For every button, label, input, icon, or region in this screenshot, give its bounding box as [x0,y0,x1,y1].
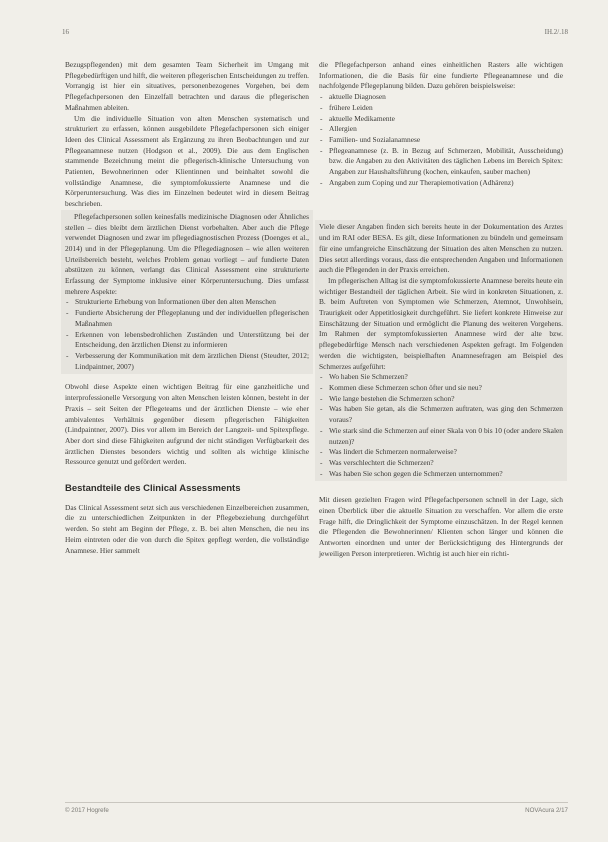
paragraph: Mit diesen gezielten Fragen wird Pflegefachpersonen schnell in der Lage, sich einen Überblick über die aktuelle Situation zu verschaffen. Vor allem die erste Frage hilft, die Dringlichkeit der Symptome einzuschätzen. In der Regel kennen die Pflegenden die Bewohnerinnen/ Klienten schon länger und können die Antworten einordnen und unter der Berücksichtigung des Hintergrunds der jeweiligen Person interpretieren. Wichtig ist auch hier ein richti- [319,495,563,558]
list-item: - Allergien [319,124,563,135]
list-item: - aktuelle Medikamente [319,114,563,125]
list-item: - frühere Leiden [319,103,563,114]
list-item: - Verbesserung der Kommunikation mit dem ärztlichen Dienst (Steudter, 2012; Lindpaintner, 2007) [65,351,309,372]
list-item: - Wie lange bestehen die Schmerzen schon? [319,394,563,405]
list-item: - Pflegeanamnese (z. B. in Bezug auf Schmerzen, Mobilität, Ausscheidung) bzw. die Angaben zu den Aktivitäten des täglichen Lebens im Bereich Spitex: Angaben zur Haushaltsführung (kochen, einkaufen, sauber machen) [319,146,563,178]
list-item: - Wie stark sind die Schmerzen auf einer Skala von 0 bis 10 (oder andere Skalen nutzen)? [319,426,563,447]
list-item: - aktuelle Diagnosen [319,92,563,103]
list-item: - Erkennen von lebensbedrohlichen Zuständen und Unterstützung bei der Entscheidung, den ärztlichen Dienst zu informieren [65,330,309,351]
journal-mark: IH.2/.18 [544,28,568,36]
left-column [65,60,309,556]
paragraph: Um die individuelle Situation von alten Menschen systematisch und strukturiert zu erfassen, können ausgebildete Pflegefachpersonen sich einiger Ideen des Clinical Assessment als Ergänzung zu ihren Beobachtungen und zur Pflegeanamnese nutzen (Hodgson et al., 2009). Die aus dem Englischen stammende Bezeichnung meint die pflegerisch-klinische Untersuchung von Patienten, Bewohnerinnen oder Klientinnen und beinhaltet sowohl die vollständige Anamnese, die symptomfokussierte Anamnese und die Körperuntersuchung. Was dies im Einzelnen bedeutet wird in diesem Beitrag beschrieben. [65,113,309,209]
bullet-list [319,92,563,188]
paragraph: Im pflegerischen Alltag ist die symptomfokussierte Anamnese bereits heute ein wichtiger Bestandteil der täglichen Arbeit. Sie wird in konkreten Situationen, z. B. beim Auftreten von Symptomen wie Schmerzen, Atemnot, Unwohlsein, Traurigkeit oder Appetitlosigkeit durchgeführt. Sie liefert konkrete Hinweise zur Einschätzung der Situation und ermöglicht die Planung des weiteren Vorgehens. Im Rahmen der symptomfokussierten Anamnese wird der alte bzw. pflegebedürftige Mensch nach verschiedenen Aspekten gefragt. Im Folgenden werden die wichtigsten, beispielhaften Anamnesefragen am Beispiel des Schmerzes aufgeführt: [319,275,563,371]
bullet-list [65,297,309,372]
list-item: - Fundierte Absicherung der Pflegeplanung und der individuellen pflegerischen Maßnahmen [65,308,309,329]
paragraph: Pflegefachpersonen sollen keinesfalls medizinische Diagnosen oder Ähnliches stellen – dies bleibt dem ärztlichen Dienst vorbehalten. Aber auch die Pflege verwendet Diagnosen und zwar im pflegediagnostischen Prozess (Doenges et al., 2014) und in der Pflegeplanung. Um die Pflegediagnosen – wie allen weiteren Urteilsbereich besteht, welches Problem genau vorliegt – auf fundierte Daten abstützen zu können, verlangt das Clinical Assessment eine strukturierte Erfassung der Symptome inklusive einer Körperuntersuchung. Dies umfasst mehrere Aspekte: [65,211,309,296]
list-item: - Familien- und Sozialanamnese [319,135,563,146]
section-heading: Bestandteile des Clinical Assessments [65,483,241,495]
paragraph: Das Clinical Assessment setzt sich aus verschiedenen Einzelbereichen zusammen, die zu unterschiedlichen Zeitpunkten in der Pflegebeziehung durchgeführt werden. So steht am Beginn der Pflege, z. B. bei alten Menschen, die neu ins Heim eintreten oder die von durch die Spitex gepflegt werden, die vollständige Anamnese. Hier sammelt [65,502,309,555]
list-item: - Was haben Sie schon gegen die Schmerzen unternommen? [319,469,563,480]
paragraph: die Pflegefachperson anhand eines einheitlichen Rasters alle wichtigen Informationen, die die Basis für eine fundierte Pflegeanamnese und die nachfolgende Pflegeplanung bilden. Dazu gehören beispielsweise: [319,60,563,91]
footer-rule [65,802,568,803]
page-number: 16 [62,28,69,36]
list-item: - Strukturierte Erhebung von Informationen über den alten Menschen [65,297,309,308]
highlight-box [315,220,567,481]
list-item: - Was lindert die Schmerzen normalerweise? [319,447,563,458]
right-column [319,60,563,560]
list-item: - Angaben zum Coping und zur Therapiemotivation (Adhärenz) [319,178,563,189]
paragraph: Bezugspflegenden) mit dem gesamten Team Sicherheit im Umgang mit Pflegebedürftigen und hilft, die weiteren pflegerischen Entscheidungen zu treffen. Vorrangig ist hier ein situatives, personenbezogenes Vorgehen, bei dem Pflegefachpersonen den Einzelfall betrachten und daraus die pflegerischen Maßnahmen ableiten. [65,60,309,112]
paragraph: Obwohl diese Aspekte einen wichtigen Beitrag für eine ganzheitliche und interprofessionelle Versorgung von alten Menschen leisten können, besteht in der Praxis – seit Seiten der Pflegeteams und der ärztlichen Dienste – wie eher ambivalentes Verhältnis gegenüber diesem pflegerischen Fähigkeiten (Lindpaintner, 2007). Dies vor allem im Bereich der Langzeit- und Spitexpflege. Aber dort sind diese Fähigkeiten aufgrund der nicht ständigen Verfügbarkeit des ärztlichen Dienstes besonders wichtig und sollten als wichtige klinische Ressource genutzt und gefördert werden. [65,382,309,467]
list-item: - Was verschlechtert die Schmerzen? [319,458,563,469]
footer-copyright: © 2017 Hogrefe [65,807,109,814]
list-item: - Wo haben Sie Schmerzen? [319,372,563,383]
highlight-box [61,210,313,375]
footer-issue: NOVAcura 2/17 [525,807,568,814]
bullet-list [319,372,563,479]
list-item: - Kommen diese Schmerzen schon öfter und sie neu? [319,383,563,394]
list-item: - Was haben Sie getan, als die Schmerzen auftraten, was ging den Schmerzen voraus? [319,404,563,425]
paragraph: Viele dieser Angaben finden sich bereits heute in der Dokumentation des Arztes und im RAI oder BESA. Es gilt, diese Informationen zu bündeln und gemeinsam für eine umfangreiche Einschätzung der Situation des alten Menschen zu nutzen. Dies setzt allerdings voraus, dass die entsprechenden Angaben und Informationen auch die Pflegenden in der Praxis erreichen. [319,222,563,275]
